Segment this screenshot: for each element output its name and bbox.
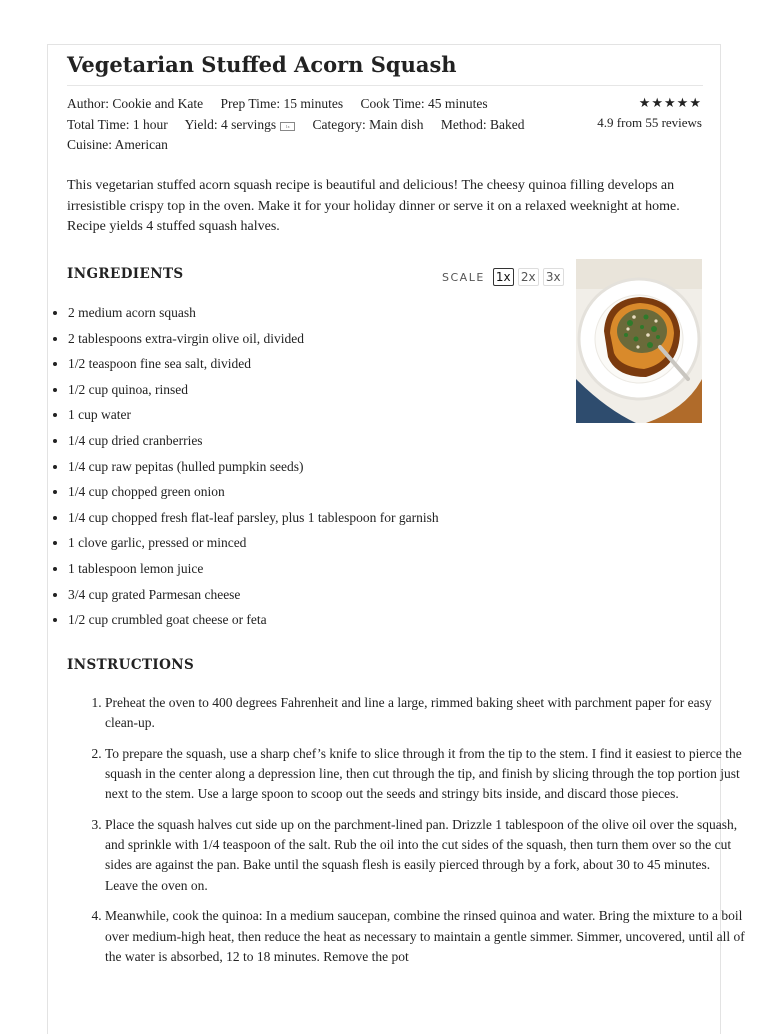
ingredient-item: • 1/4 cup chopped fresh flat-leaf parsley, plus 1 tablespoon for garnish: [68, 508, 588, 534]
ingredient-item: • 1 clove garlic, pressed or minced: [68, 533, 588, 559]
recipe-meta-line-2: [67, 115, 538, 135]
meta-cuisine: Cuisine: American: [67, 137, 168, 152]
ingredient-item: • 3/4 cup grated Parmesan cheese: [68, 585, 588, 611]
ingredient-item: • 2 medium acorn squash: [68, 303, 588, 329]
title-divider: [67, 85, 703, 86]
scale-1x-button[interactable]: 1x: [493, 268, 514, 286]
ingredients-heading: INGREDIENTS: [67, 266, 184, 282]
meta-category: Category: Main dish: [312, 117, 424, 132]
scale-2x-button[interactable]: 2x: [518, 268, 539, 286]
ingredient-item: • 1/4 cup raw pepitas (hulled pumpkin seeds): [68, 457, 588, 483]
ingredient-item: • 1/2 teaspoon fine sea salt, divided: [68, 354, 588, 380]
stuffed-squash-photo-icon: [576, 259, 702, 423]
ingredient-item: • 1 tablespoon lemon juice: [68, 559, 588, 585]
meta-yield: Yield: 4 servings: [184, 117, 277, 132]
meta-prep-time: Prep Time: 15 minutes: [220, 96, 344, 111]
recipe-meta-line-3: [67, 135, 182, 155]
instruction-step: 4. Meanwhile, cook the quinoa: In a medium saucepan, combine the rinsed quinoa and water. Bring the mixture to a boil over medium-high heat, then reduce the heat as necessary to maintain a gentle simmer. Simmer, uncovered, until all of the water is absorbed, 12 to 18 minutes. Remove the pot: [105, 906, 745, 967]
instructions-heading: INSTRUCTIONS: [67, 657, 195, 673]
servings-adjust-button[interactable]: 1x: [280, 122, 295, 131]
rating-reviews: 4.9 from 55 reviews: [597, 115, 702, 130]
ingredient-item: • 1/2 cup quinoa, rinsed: [68, 380, 588, 406]
ingredient-item: • 1/4 cup chopped green onion: [68, 482, 588, 508]
ingredient-item: • 1 cup water: [68, 405, 588, 431]
recipe-summary: This vegetarian stuffed acorn squash recipe is beautiful and delicious! The cheesy quinoa filling develops an irresistible crispy top in the oven. Make it for your holiday dinner or serve it on a relaxed weeknight at home. Recipe yields 4 stuffed squash halves.: [67, 178, 680, 234]
ingredients-list: [52, 303, 588, 636]
recipe-meta-line-1: [67, 94, 502, 114]
recipe-title: Vegetarian Stuffed Acorn Squash: [67, 52, 457, 77]
instruction-step: 1. Preheat the oven to 400 degrees Fahrenheit and line a large, rimmed baking sheet with parchment paper for easy clean-up.: [105, 693, 745, 733]
recipe-rating[interactable]: [597, 96, 702, 131]
ingredient-item: • 2 tablespoons extra-virgin olive oil, divided: [68, 329, 588, 355]
ingredient-item: • 1/4 cup dried cranberries: [68, 431, 588, 457]
recipe-photo: [576, 259, 702, 423]
meta-author: Author: Cookie and Kate: [67, 96, 204, 111]
ingredient-item: • 1/2 cup crumbled goat cheese or feta: [68, 610, 588, 636]
scale-label: SCALE: [442, 270, 485, 284]
instruction-step: 3. Place the squash halves cut side up on the parchment-lined pan. Drizzle 1 tablespoon of the olive oil over the squash, and sprinkle with 1/4 teaspoon of the salt. Rub the oil into the cut sides of the squash, then turn them over so the cut sides are against the pan. Bake until the squash flesh is easily pierced through by a fork, about 30 to 45 minutes. Leave the oven on.: [105, 815, 745, 896]
scale-3x-button[interactable]: 3x: [543, 268, 564, 286]
meta-method: Method: Baked: [440, 117, 525, 132]
meta-total-time: Total Time: 1 hour: [67, 117, 168, 132]
star-icon[interactable]: ★★★★★: [638, 96, 702, 111]
scale-control: [442, 268, 568, 286]
meta-cook-time: Cook Time: 45 minutes: [360, 96, 488, 111]
instructions-list: [67, 693, 745, 977]
instruction-step: 2. To prepare the squash, use a sharp chef’s knife to slice through it from the tip to the stem. I find it easiest to pierce the squash in the center along a depression line, then cut through the tip, and finish by slicing through the top portion just next to the stem. Use a large spoon to scoop out the seeds and stringy bits inside, and discard those pieces.: [105, 744, 745, 805]
